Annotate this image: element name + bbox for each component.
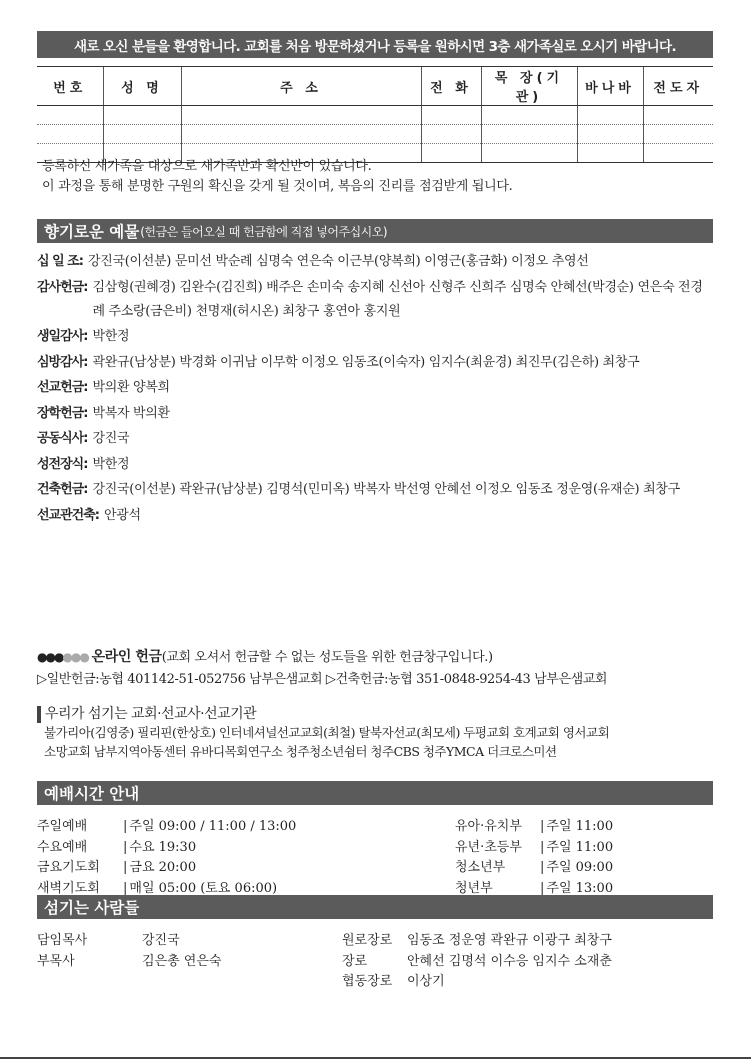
table-row [37, 106, 713, 125]
offering-names: 박한정 [92, 456, 130, 472]
offering-names: 박의환 양복희 [92, 380, 170, 395]
schedule-row [37, 817, 296, 838]
schedule-row [37, 838, 296, 859]
mission-section [37, 706, 717, 761]
offering-names: 강진국(이선분) 곽완규(남상분) 김명석(민미옥) 박복자 박선영 안혜선 이정오 임동조 정운영(유재순) 최창구 [92, 482, 680, 497]
schedule-name: 청소년부 [455, 860, 506, 875]
online-giving-desc: (교회 오셔서 헌금할 수 없는 성도들을 위한 헌금창구입니다.) [161, 650, 493, 665]
table-cell [643, 144, 713, 163]
worship-header [37, 781, 713, 805]
mission-line: 소망교회 남부지역아동센터 유바디목회연구소 청주청소년쉼터 청주CBS 청주YMCA 더크로스미션 [44, 744, 557, 759]
offering-label: 심방감사: [37, 354, 88, 370]
offering-row [37, 376, 713, 400]
offering-names: 강진국(이선분) 문미선 박순례 심명숙 연은숙 이근부(양복희) 이영근(홍금화) 이정오 추영선 [87, 254, 589, 269]
schedule-row [455, 838, 613, 859]
table-header: 전도자 [643, 67, 713, 106]
online-giving-title: 온라인 헌금 [91, 649, 162, 665]
offering-names: 박한정 [92, 329, 130, 344]
separator: | [123, 860, 128, 875]
separator: | [123, 839, 128, 855]
offering-label: 생일감사: [37, 329, 88, 344]
offering-label: 선교관건축: [37, 507, 99, 523]
offering-row [37, 504, 713, 528]
schedule-name: 금요기도회 [37, 860, 100, 875]
table-cell [103, 125, 181, 144]
table-header: 바나바 [577, 67, 643, 106]
offering-names: 김삼형(권혜경) 김완수(김진희) 배주은 손미숙 송지혜 신선아 신형주 신희주 심명숙 안혜선(박경순) 연은숙 전경례 주소랑(금은비) 천명재(허시온) 최창구 홍연아 홍지원 [92, 279, 703, 319]
offering-label: 성전장식: [37, 456, 88, 472]
servant-row [342, 972, 612, 993]
schedule-row [455, 817, 613, 838]
offering-names: 곽완규(남상분) 박경화 이귀남 이무학 이정오 임동조(이숙자) 임지수(최윤경) 최진무(김은하) 최창구 [92, 354, 640, 370]
table-row [37, 125, 713, 144]
servant-names: 이상기 [407, 974, 445, 989]
table-header: 목 장(기 관) [481, 67, 577, 106]
offering-label: 장학헌금: [37, 405, 88, 421]
offering-row [37, 250, 713, 274]
offering-label: 선교헌금: [37, 380, 88, 395]
note-line: 등록하신 새가족을 대상으로 새가족반과 확신반이 있습니다. [42, 159, 372, 174]
table-header: 성 명 [103, 67, 181, 106]
registration-note [42, 157, 512, 197]
separator: | [540, 819, 545, 834]
table-cell [181, 106, 421, 125]
registration-table [37, 66, 713, 163]
mission-title: 우리가 섬기는 교회·선교사·선교기관 [37, 706, 717, 723]
servant-names: 강진국 [142, 933, 180, 948]
account-info: ▷일반헌금:농협 401142-51-052756 남부은샘교회 ▷건축헌금:농협 351-0848-9254-43 남부은샘교회 [37, 672, 608, 687]
servant-role: 부목사 [37, 953, 75, 969]
offering-names: 안광석 [104, 507, 141, 523]
table-cell [37, 125, 103, 144]
schedule-time: 주일 09:00 [546, 860, 614, 875]
table-cell [577, 106, 643, 125]
servant-role: 장로 [342, 953, 368, 969]
table-cell [37, 106, 103, 125]
schedule-name: 주일예배 [37, 819, 88, 834]
table-cell [643, 125, 713, 144]
offering-row [37, 427, 713, 451]
schedule-time: 수요 19:30 [129, 839, 197, 855]
section-title: 향기로운 예물 [44, 223, 140, 241]
table-cell [421, 125, 481, 144]
schedule-row [455, 858, 613, 879]
section-subtitle: (헌금은 들어오실 때 헌금함에 직접 넣어주십시오) [140, 224, 388, 239]
table-cell [481, 125, 577, 144]
schedule-name: 새벽기도회 [37, 880, 100, 896]
table-header: 전 화 [421, 67, 481, 106]
separator: | [540, 839, 545, 855]
offering-row [37, 351, 713, 375]
table-cell [481, 106, 577, 125]
mission-line: 불가리아(김영중) 필리핀(한상호) 인터네셔널선교교회(최철) 탈북자선교(최모세) 두평교회 호계교회 영서교회 [44, 725, 610, 740]
table-cell [643, 106, 713, 125]
servant-row [342, 931, 612, 952]
offering-label: 감사헌금: [37, 279, 88, 295]
table-cell [577, 125, 643, 144]
dots-icon: ●●●●●● [37, 650, 88, 664]
section-title: 섬기는 사람들 [44, 899, 140, 917]
offering-row [37, 325, 713, 349]
servant-row [37, 931, 221, 952]
separator: | [123, 819, 128, 834]
servant-role: 원로장로 [342, 933, 393, 948]
online-giving [37, 646, 727, 691]
schedule-time: 매일 05:00 (토요 06:00) [129, 880, 278, 896]
servant-names: 안혜선 김명석 이수응 임지수 소재춘 [407, 953, 612, 969]
schedule-name: 수요예배 [37, 839, 88, 855]
table-cell [103, 106, 181, 125]
table-header: 주 소 [181, 67, 421, 106]
separator: | [540, 860, 545, 875]
offering-label: 십 일 조: [37, 254, 83, 269]
welcome-banner: 새로 오신 분들을 환영합니다. 교회를 처음 방문하셨거나 등록을 원하시면 3층 새가족실로 오시기 바랍니다. [37, 31, 713, 58]
schedule-name: 청년부 [455, 880, 493, 896]
separator: | [540, 880, 545, 896]
servant-row [342, 952, 612, 973]
servant-names: 임동조 정운영 곽완규 이광구 최창구 [407, 933, 612, 948]
servant-role: 협동장로 [342, 974, 393, 989]
note-line: 이 과정을 통해 분명한 구원의 확신을 갖게 될 것이며, 복음의 진리를 점검받게 됩니다. [42, 179, 513, 194]
offerings-header [37, 219, 713, 243]
table-cell [421, 106, 481, 125]
section-title: 예배시간 안내 [44, 785, 140, 803]
schedule-time: 금요 20:00 [129, 860, 197, 875]
offering-row [37, 276, 713, 324]
offering-label: 건축헌금: [37, 482, 88, 497]
table-cell [181, 125, 421, 144]
servant-names: 김은총 연은숙 [142, 953, 222, 969]
offering-row [37, 478, 713, 502]
separator: | [123, 880, 128, 896]
offering-row [37, 453, 713, 477]
servant-row [37, 952, 221, 973]
servants-header [37, 895, 713, 919]
table-header: 번호 [37, 67, 103, 106]
offering-label: 공동식사: [37, 431, 88, 446]
table-cell [577, 144, 643, 163]
offerings-list [37, 250, 713, 529]
schedule-time: 주일 13:00 [546, 880, 614, 896]
schedule-time: 주일 11:00 [546, 819, 614, 834]
schedule-time: 주일 09:00 / 11:00 / 13:00 [129, 819, 297, 834]
schedule-name: 유아·유치부 [455, 819, 522, 834]
schedule-time: 주일 11:00 [546, 839, 614, 855]
offering-names: 박복자 박의환 [92, 405, 170, 421]
servant-role: 담임목사 [37, 933, 88, 948]
offering-names: 강진국 [92, 431, 130, 446]
schedule-name: 유년·초등부 [455, 839, 522, 855]
page-divider [0, 1057, 751, 1059]
schedule-row [37, 858, 296, 879]
offering-row [37, 402, 713, 426]
